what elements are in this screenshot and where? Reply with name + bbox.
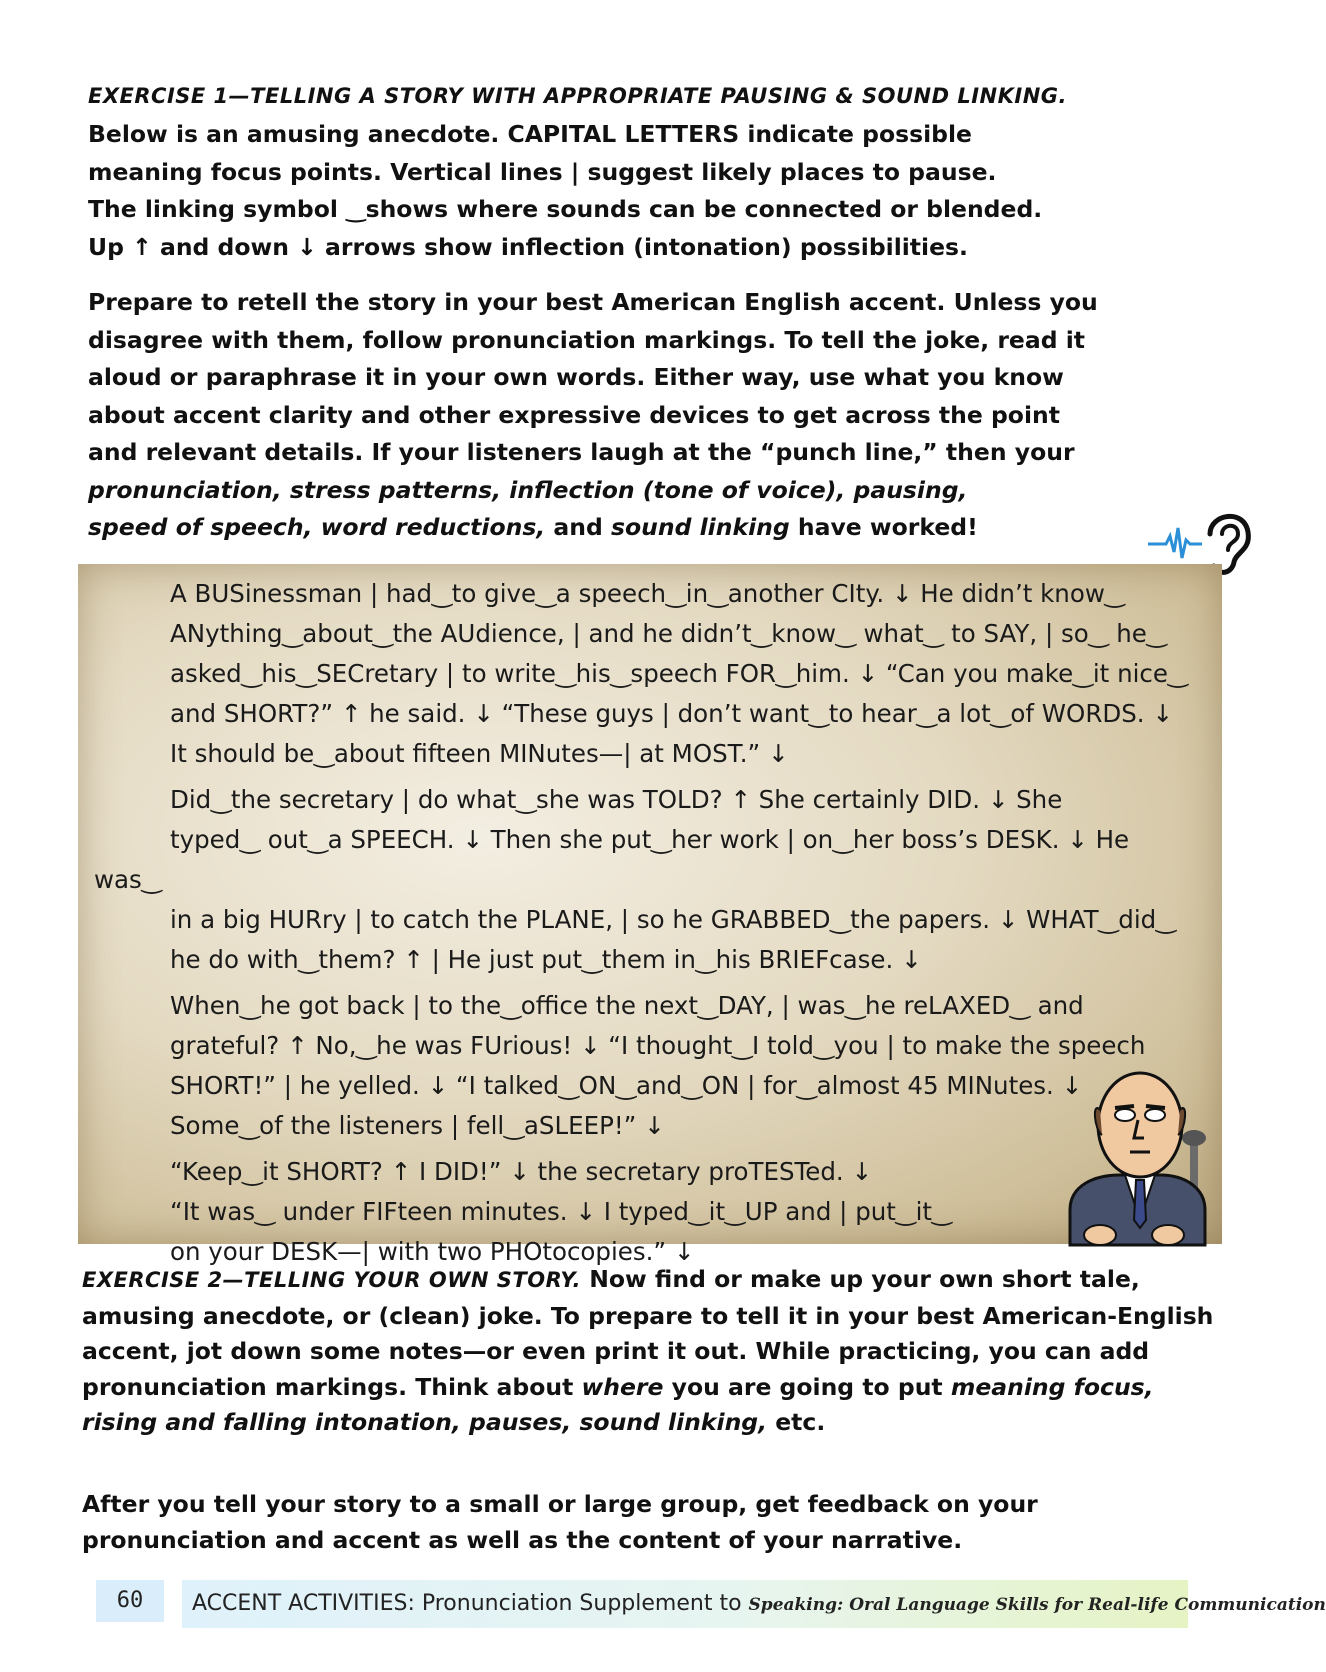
instructions-end: have worked! bbox=[789, 513, 978, 541]
story-line: in a big HURry | to catch the PLANE, | so he GRABBED‿the papers. ↓ WHAT‿did‿ bbox=[170, 905, 1176, 934]
exercise-2-heading: EXERCISE 2—TELLING YOUR OWN STORY. bbox=[82, 1268, 582, 1292]
story-line: Some‿of the listeners | fell‿aSLEEP!” ↓ bbox=[170, 1111, 665, 1140]
instructions-italic-line: pronunciation, stress patterns, inflection (tone of voice), pausing, bbox=[88, 475, 968, 504]
exercise-1-heading: EXERCISE 1—TELLING A STORY WITH APPROPRIATE PAUSING & SOUND LINKING. bbox=[88, 84, 1068, 108]
story-line: he do with‿them? ↑ | He just put‿them in‿his BRIEFcase. ↓ bbox=[170, 945, 922, 974]
story-text bbox=[94, 574, 1204, 1278]
instructions-italic-span: speed of speech, word reductions, bbox=[88, 513, 546, 541]
story-line: typed‿ out‿a SPEECH. ↓ Then she put‿her work | on‿her boss’s DESK. ↓ He was‿ bbox=[94, 825, 1130, 894]
instructions-and: and bbox=[545, 513, 612, 541]
instructions-line: aloud or paraphrase it in your own words. Either way, use what you know bbox=[88, 363, 1064, 391]
intro-line: Below is an amusing anecdote. CAPITAL LETTERS indicate possible bbox=[88, 120, 972, 148]
exercise-1-intro bbox=[88, 116, 1218, 266]
intro-line: The linking symbol ‿shows where sounds can be connected or blended. bbox=[88, 195, 1043, 223]
story-line: It should be‿about fifteen MINutes—| at MOST.” ↓ bbox=[170, 739, 789, 768]
story-line: SHORT!” | he yelled. ↓ “I talked‿ON‿and‿ON | for‿almost 45 MINutes. ↓ bbox=[170, 1071, 1083, 1100]
story-line: on your DESK—| with two PHOtocopies.” ↓ bbox=[170, 1237, 695, 1266]
instructions-line: about accent clarity and other expressive devices to get across the point bbox=[88, 400, 1060, 429]
exercise-2-italic-list: meaning focus, rising and falling intonation, pauses, sound linking, bbox=[82, 1372, 1154, 1436]
instructions-line: Prepare to retell the story in your best American English accent. Unless you bbox=[88, 288, 1098, 316]
story-paragraph bbox=[94, 1152, 1204, 1272]
exercise-2 bbox=[82, 1262, 1222, 1441]
instructions-line: disagree with them, follow pronunciation markings. To tell the joke, read it bbox=[88, 325, 1086, 354]
intro-line: meaning focus points. Vertical lines | suggest likely places to pause. bbox=[88, 157, 997, 186]
story-line: and SHORT?” ↑ he said. ↓ “These guys | don’t want‿to hear‿a lot‿of WORDS. ↓ bbox=[170, 699, 1173, 728]
story-line: A BUSinessman | had‿to give‿a speech‿in‿another CIty. ↓ He didn’t know‿ bbox=[170, 579, 1125, 608]
intro-line: Up ↑ and down ↓ arrows show inflection (intonation) possibilities. bbox=[88, 232, 968, 261]
footer-subtitle: Pronunciation Supplement to bbox=[414, 1591, 749, 1616]
footer-book-title: Speaking: Oral Language Skills for Real-life Communication bbox=[748, 1595, 1326, 1615]
exercise-2-text: you are going to put bbox=[663, 1372, 951, 1401]
instructions-italic-span: sound linking bbox=[611, 513, 790, 541]
story-paragraph bbox=[94, 780, 1204, 980]
exercise-2-italic-where: where bbox=[581, 1372, 664, 1401]
story-line: “Keep‿it SHORT? ↑ I DID!” ↓ the secretary proTESTed. ↓ bbox=[170, 1157, 873, 1186]
closing-paragraph: After you tell your story to a small or large group, get feedback on your pronunciation and accent as well as the content of your narrative. bbox=[82, 1490, 1038, 1554]
story-line: ANything‿about‿the AUdience, | and he didn’t‿know‿ what‿ to SAY, | so‿ he‿ bbox=[170, 619, 1167, 648]
story-line: When‿he got back | to the‿office the next‿DAY, | was‿he reLAXED‿ and bbox=[170, 991, 1084, 1020]
exercise-1-instructions bbox=[88, 284, 1218, 547]
exercise-2-text: Now find or make up your own short tale, amusing anecdote, or (clean) joke. To prepare to tell it in your best American-English accent, jot down some notes—or even print it out. While practicing, you can add pronunciation markings. Think about bbox=[82, 1265, 1214, 1401]
story-line: asked‿his‿SECretary | to write‿his‿speech FOR‿him. ↓ “Can you make‿it nice‿ bbox=[170, 659, 1188, 688]
story-line: grateful? ↑ No,‿he was FUrious! ↓ “I thought‿I told‿you | to make the speech bbox=[170, 1031, 1146, 1060]
footer-bar bbox=[182, 1580, 1326, 1628]
story-paragraph bbox=[94, 986, 1204, 1146]
footer-series: ACCENT ACTIVITIES: bbox=[192, 1591, 415, 1616]
story-line: “It was‿ under FIFteen minutes. ↓ I typed‿it‿UP and | put‿it‿ bbox=[170, 1197, 952, 1226]
exercise-2-text: etc. bbox=[767, 1408, 826, 1436]
instructions-line: and relevant details. If your listeners laugh at the “punch line,” then your bbox=[88, 438, 1075, 466]
story-line: Did‿the secretary | do what‿she was TOLD? ↑ She certainly DID. ↓ She bbox=[170, 785, 1063, 814]
page-number: 60 bbox=[96, 1580, 164, 1622]
story-paragraph bbox=[94, 574, 1204, 774]
businessman-cartoon-icon bbox=[1050, 1070, 1230, 1245]
